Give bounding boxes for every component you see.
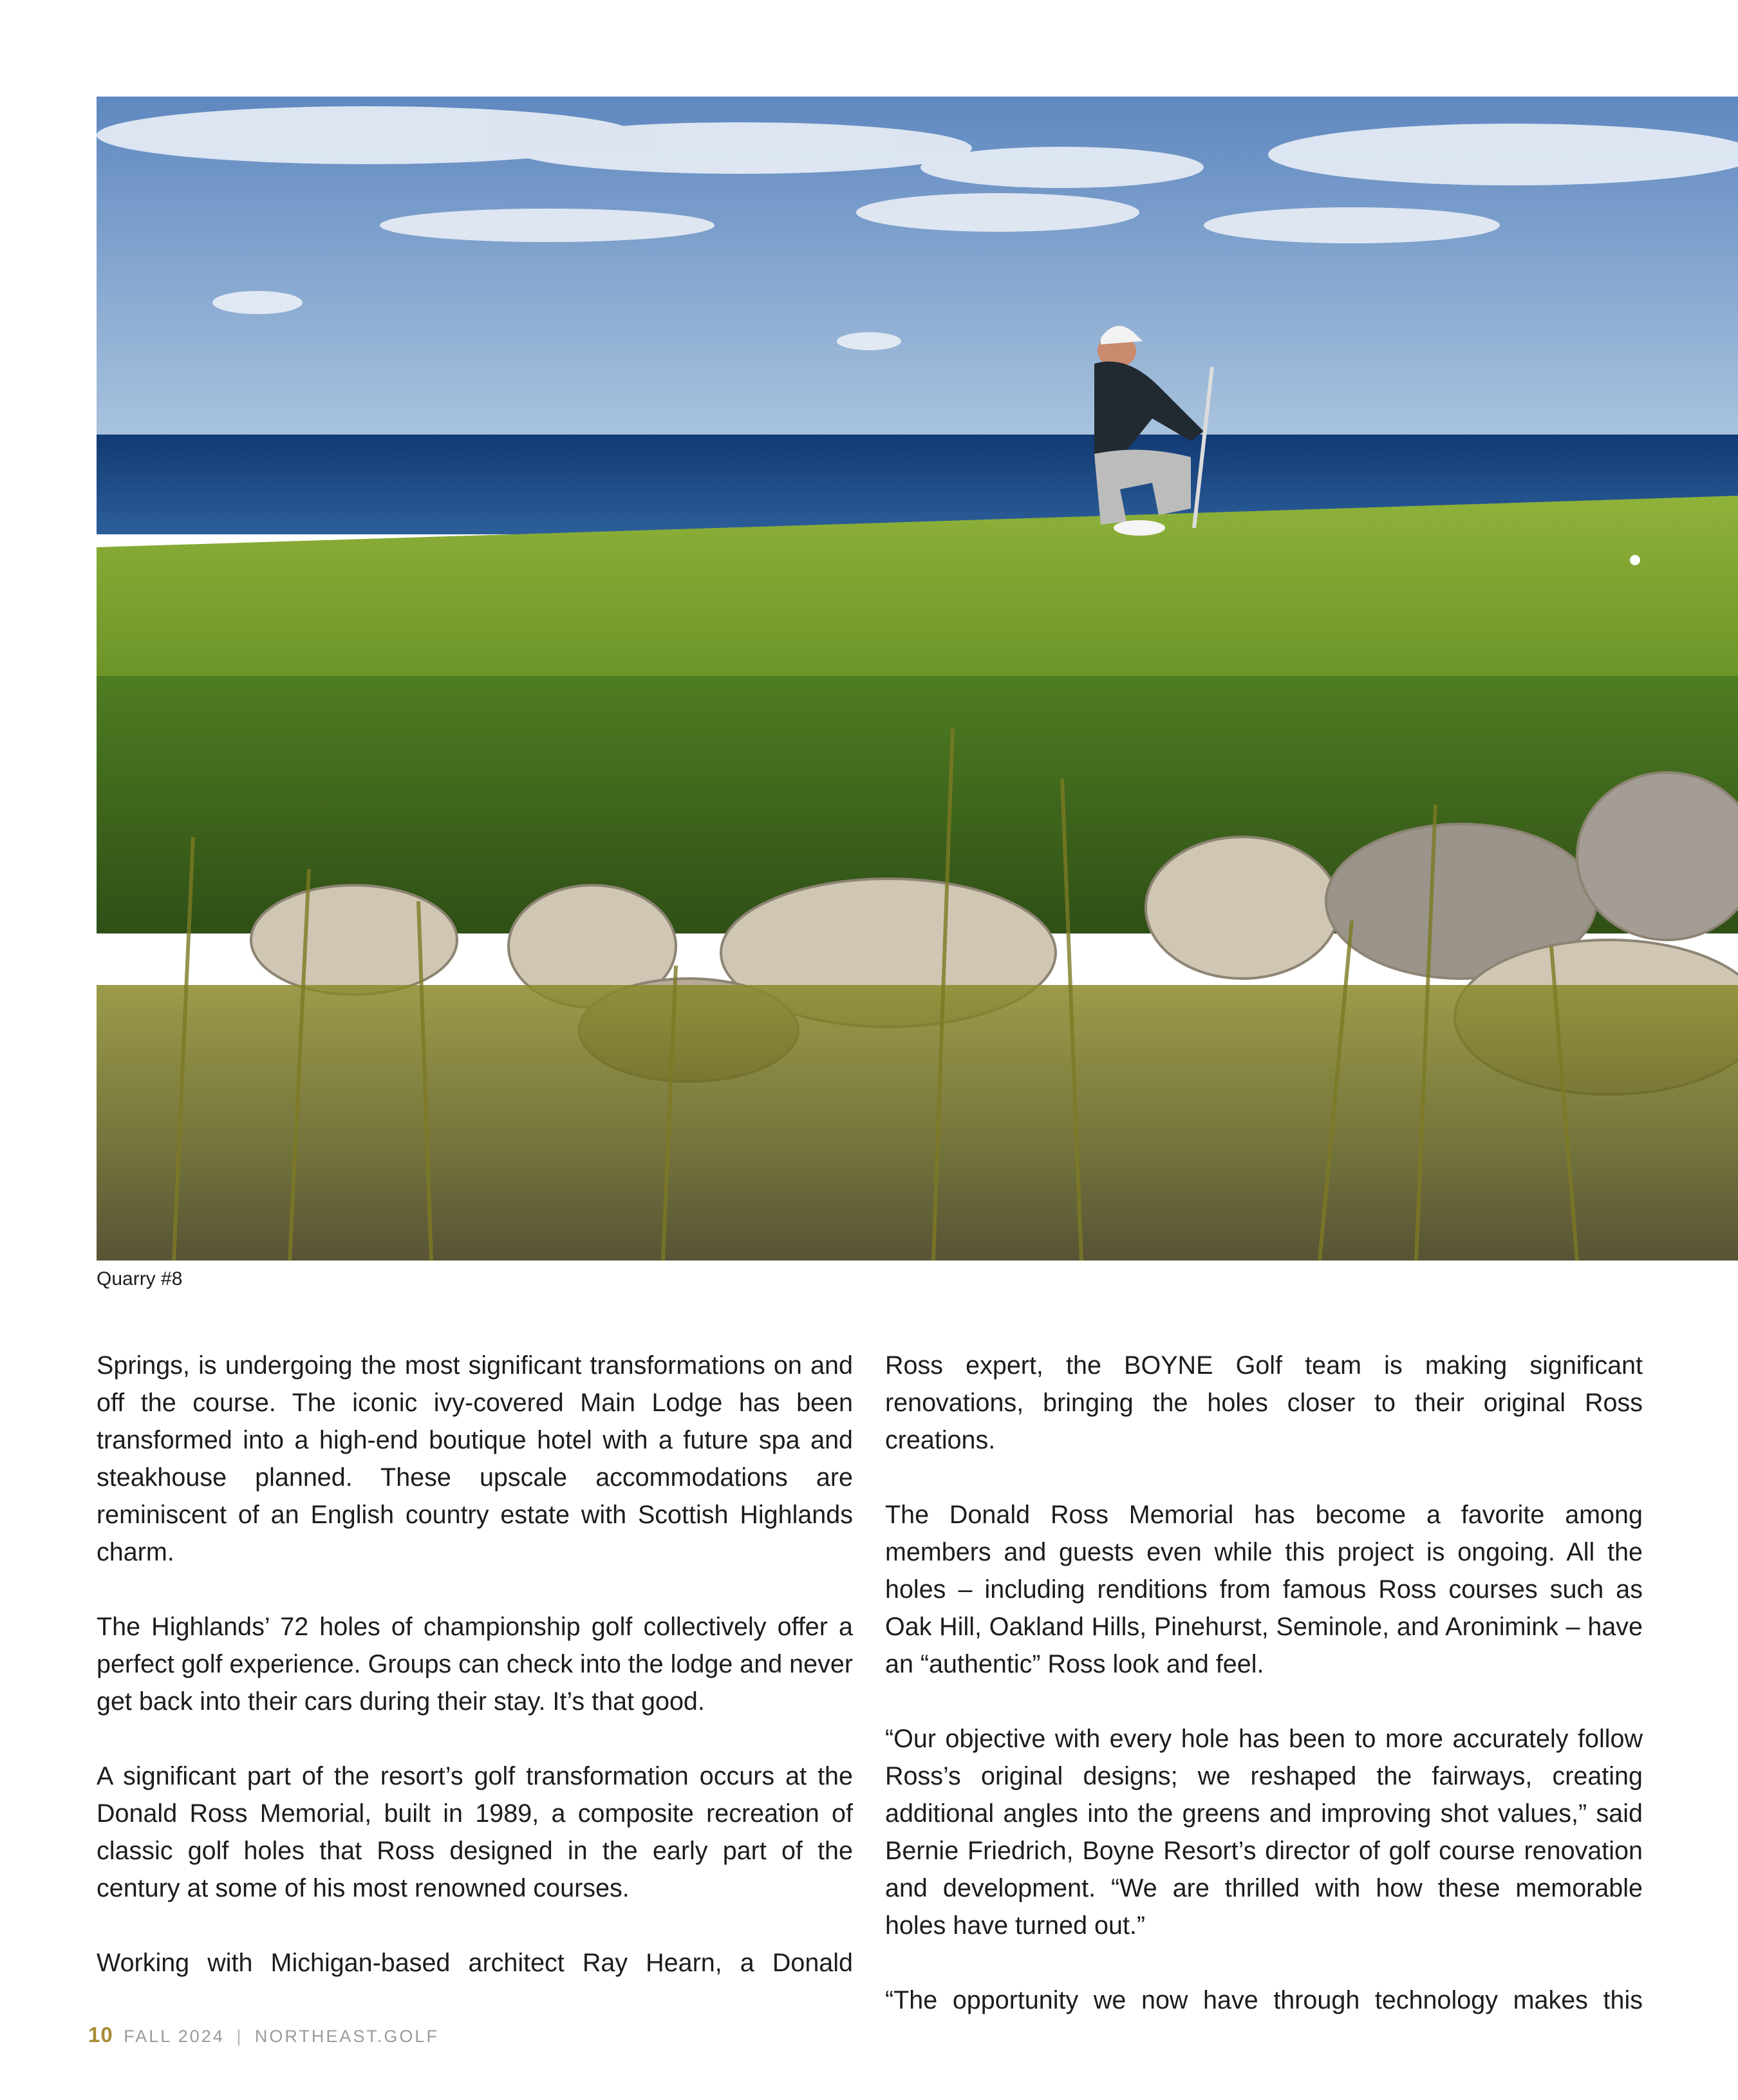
article-paragraph: “Our objective with every hole has been to more accurately follow Ross’s original designs; we reshaped the fairways, creating additional angles into the greens and improving shot values,” said Bernie Friedrich, Boyne Resort’s director of golf course renovation and development. “We are thrilled with how these memorable holes have turned out.” bbox=[885, 1725, 1643, 1940]
article-paragraph: Springs, is undergoing the most significant transformations on and off the course. The iconic ivy-covered Main Lodge has been transformed into a high-end boutique hotel with a future spa and steakhouse planned. These upscale accommodations are reminiscent of an English country estate with Scottish Highlands charm. bbox=[97, 1351, 853, 1566]
golf-photo-illustration bbox=[97, 97, 1738, 1261]
article-paragraph: A significant part of the resort’s golf transformation occurs at the Donald Ross Memorial, built in 1989, a composite recreation of classic golf holes that Ross designed in the early part of the century at some of his most renowned courses. bbox=[97, 1762, 853, 1902]
footer-separator: | bbox=[236, 2027, 243, 2046]
article-column-right bbox=[885, 1347, 1643, 2019]
article-paragraph: Ross expert, the BOYNE Golf team is making significant renovations, bringing the holes closer to their original Ross creations. bbox=[885, 1351, 1643, 1454]
page-number: 10 bbox=[88, 2023, 113, 2047]
site-link[interactable]: NORTHEAST.GOLF bbox=[254, 2027, 439, 2046]
article-column-left bbox=[97, 1347, 853, 1982]
issue-label: FALL 2024 bbox=[124, 2027, 225, 2046]
article-paragraph: The Highlands’ 72 holes of championship golf collectively offer a perfect golf experience. Groups can check into the lodge and never get back into their cars during their stay. It’s that good. bbox=[97, 1613, 853, 1716]
article-paragraph: “The opportunity we now have through technology makes this bbox=[885, 1986, 1643, 2014]
page-footer bbox=[88, 2023, 439, 2047]
photo-caption: Quarry #8 bbox=[97, 1268, 183, 1289]
golf-course-photo bbox=[97, 97, 1738, 1261]
article-paragraph: The Donald Ross Memorial has become a favorite among members and guests even while this project is ongoing. All the holes – including renditions from famous Ross courses such as Oak Hill, Oakland Hills, Pinehurst, Seminole, and Aronimink – have an “authentic” Ross look and feel. bbox=[885, 1501, 1643, 1678]
article-paragraph: Working with Michigan-based architect Ray Hearn, a Donald bbox=[97, 1949, 853, 1977]
